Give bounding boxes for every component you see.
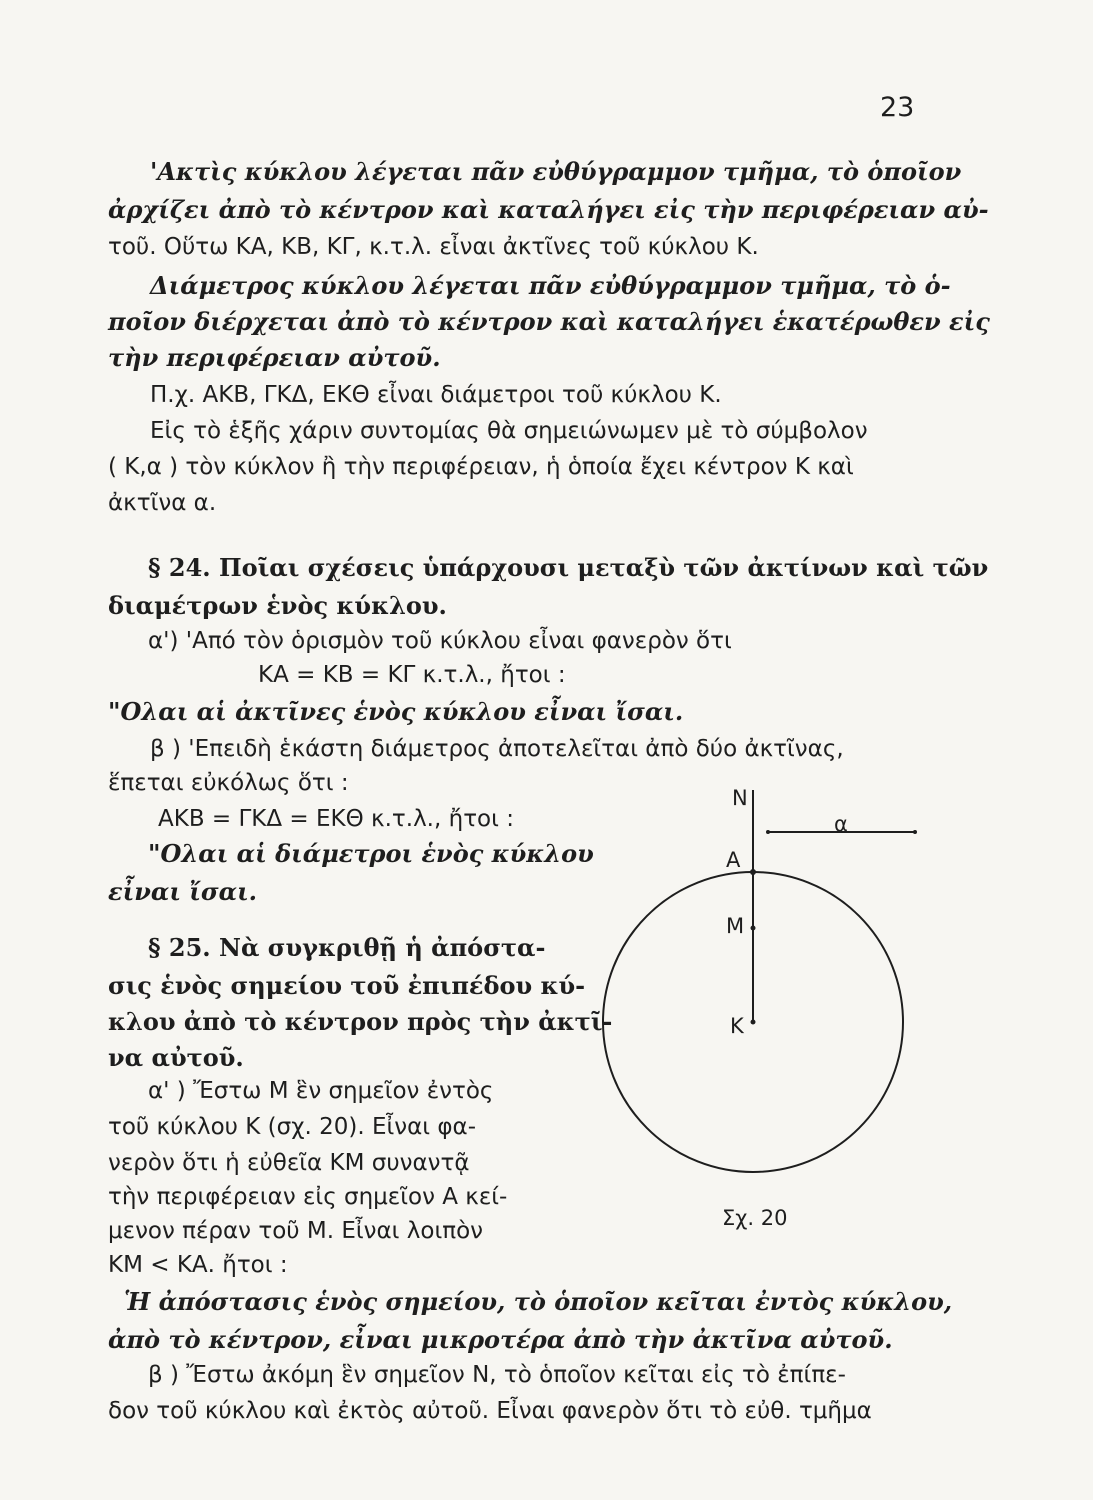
text-line: ἀρχίζει ἀπὸ τὸ κέντρον καὶ καταλήγει εἰς τὴν περιφέρειαν αὐ-	[108, 195, 989, 224]
section-heading: § 25. Νὰ συγκριθῇ ἡ ἀπόστα-	[148, 933, 546, 962]
theorem-line: εἶναι ἴσαι.	[108, 877, 258, 906]
text-line: τὴν περιφέρειαν εἰς σημεῖον Α κεί-	[108, 1184, 508, 1210]
point-A	[750, 869, 756, 875]
text-line: μενον πέραν τοῦ Μ. Εἶναι λοιπὸν	[108, 1218, 483, 1244]
text-line: νερὸν ὅτι ἡ εὐθεῖα ΚΜ συναντᾷ	[108, 1150, 470, 1176]
theorem-line: Ἡ ἀπόστασις ἑνὸς σημείου, τὸ ὁποῖον κεῖται ἐντὸς κύκλου,	[124, 1287, 953, 1316]
theorem-line: "Ολαι αἱ ἀκτῖνες ἑνὸς κύκλου εἶναι ἴσαι.	[108, 697, 684, 726]
text-line: β ) Ἔστω ἀκόμη ἓν σημεῖον Ν, τὸ ὁποῖον κεῖται εἰς τὸ ἐπίπε-	[148, 1362, 846, 1388]
label-K: Κ	[730, 1014, 744, 1038]
section-heading: σις ἑνὸς σημείου τοῦ ἐπιπέδου κύ-	[108, 971, 586, 1000]
section-heading: κλου ἀπὸ τὸ κέντρον πρὸς τὴν ἀκτῖ-	[108, 1007, 613, 1036]
page-number: 23	[880, 92, 915, 123]
formula-line: ΑΚΒ = ΓΚΔ = ΕΚΘ κ.τ.λ., ἤτοι :	[158, 806, 514, 832]
alpha-endpoint	[913, 830, 917, 834]
point-M	[751, 926, 756, 931]
theorem-line: ἀπὸ τὸ κέντρον, εἶναι μικροτέρα ἀπὸ τὴν ἀκτῖνα αὐτοῦ.	[108, 1325, 893, 1354]
label-M: Μ	[726, 914, 745, 938]
formula-line: ΚΑ = ΚΒ = ΚΓ κ.τ.λ., ἤτοι :	[258, 662, 566, 688]
text-line: α' ) Ἔστω Μ ἓν σημεῖον ἐντὸς	[148, 1078, 494, 1104]
figure-caption: Σχ. 20	[722, 1206, 788, 1230]
text-line: α') 'Από τὸν ὁρισμὸν τοῦ κύκλου εἶναι φανερὸν ὅτι	[148, 628, 732, 654]
text-line: δον τοῦ κύκλου καὶ ἐκτὸς αὐτοῦ. Εἶναι φανερὸν ὅτι τὸ εὐθ. τμῆμα	[108, 1398, 872, 1424]
theorem-line: "Ολαι αἱ διάμετροι ἑνὸς κύκλου	[148, 839, 594, 868]
section-heading: § 24. Ποῖαι σχέσεις ὑπάρχουσι μεταξὺ τῶν ἀκτίνων καὶ τῶν	[148, 553, 989, 582]
alpha-endpoint	[766, 830, 770, 834]
section-heading: να αὐτοῦ.	[108, 1043, 244, 1072]
text-line: Εἰς τὸ ἑξῆς χάριν συντομίας θὰ σημειώνωμεν μὲ τὸ σύμβολον	[150, 418, 868, 444]
section-heading: διαμέτρων ἑνὸς κύκλου.	[108, 591, 447, 620]
text-line: τοῦ κύκλου Κ (σχ. 20). Εἶναι φα-	[108, 1114, 477, 1140]
text-line: β ) 'Επειδὴ ἑκάστη διάμετρος ἀποτελεῖται ἀπὸ δύο ἀκτῖνας,	[150, 736, 844, 762]
text-line: Π.χ. ΑΚΒ, ΓΚΔ, ΕΚΘ εἶναι διάμετροι τοῦ κύκλου Κ.	[150, 382, 722, 408]
text-line: ἕπεται εὐκόλως ὅτι :	[108, 770, 349, 796]
text-line: ποῖον διέρχεται ἀπὸ τὸ κέντρον καὶ καταλήγει ἑκατέρωθεν εἰς	[108, 307, 990, 336]
text-line: ( Κ,α ) τὸν κύκλον ἢ τὴν περιφέρειαν, ἡ ὁποία ἔχει κέντρον Κ καὶ	[108, 454, 854, 480]
point-K	[751, 1020, 756, 1025]
label-A: Α	[726, 848, 741, 872]
label-alpha: α	[834, 812, 848, 836]
circle-figure	[590, 780, 920, 1180]
label-N: Ν	[732, 786, 748, 810]
text-line: τὴν περιφέρειαν αὐτοῦ.	[108, 343, 441, 372]
text-line: 'Ακτὶς κύκλου λέγεται πᾶν εὐθύγραμμον τμῆμα, τὸ ὁποῖον	[150, 157, 962, 186]
text-line: Διάμετρος κύκλου λέγεται πᾶν εὐθύγραμμον τμῆμα, τὸ ὁ-	[150, 271, 951, 300]
text-line: ἀκτῖνα α.	[108, 490, 217, 516]
text-line: τοῦ. Οὕτω ΚΑ, ΚΒ, ΚΓ, κ.τ.λ. εἶναι ἀκτῖνες τοῦ κύκλου Κ.	[108, 234, 759, 260]
text-line: ΚΜ < ΚΑ. ἤτοι :	[108, 1252, 288, 1278]
